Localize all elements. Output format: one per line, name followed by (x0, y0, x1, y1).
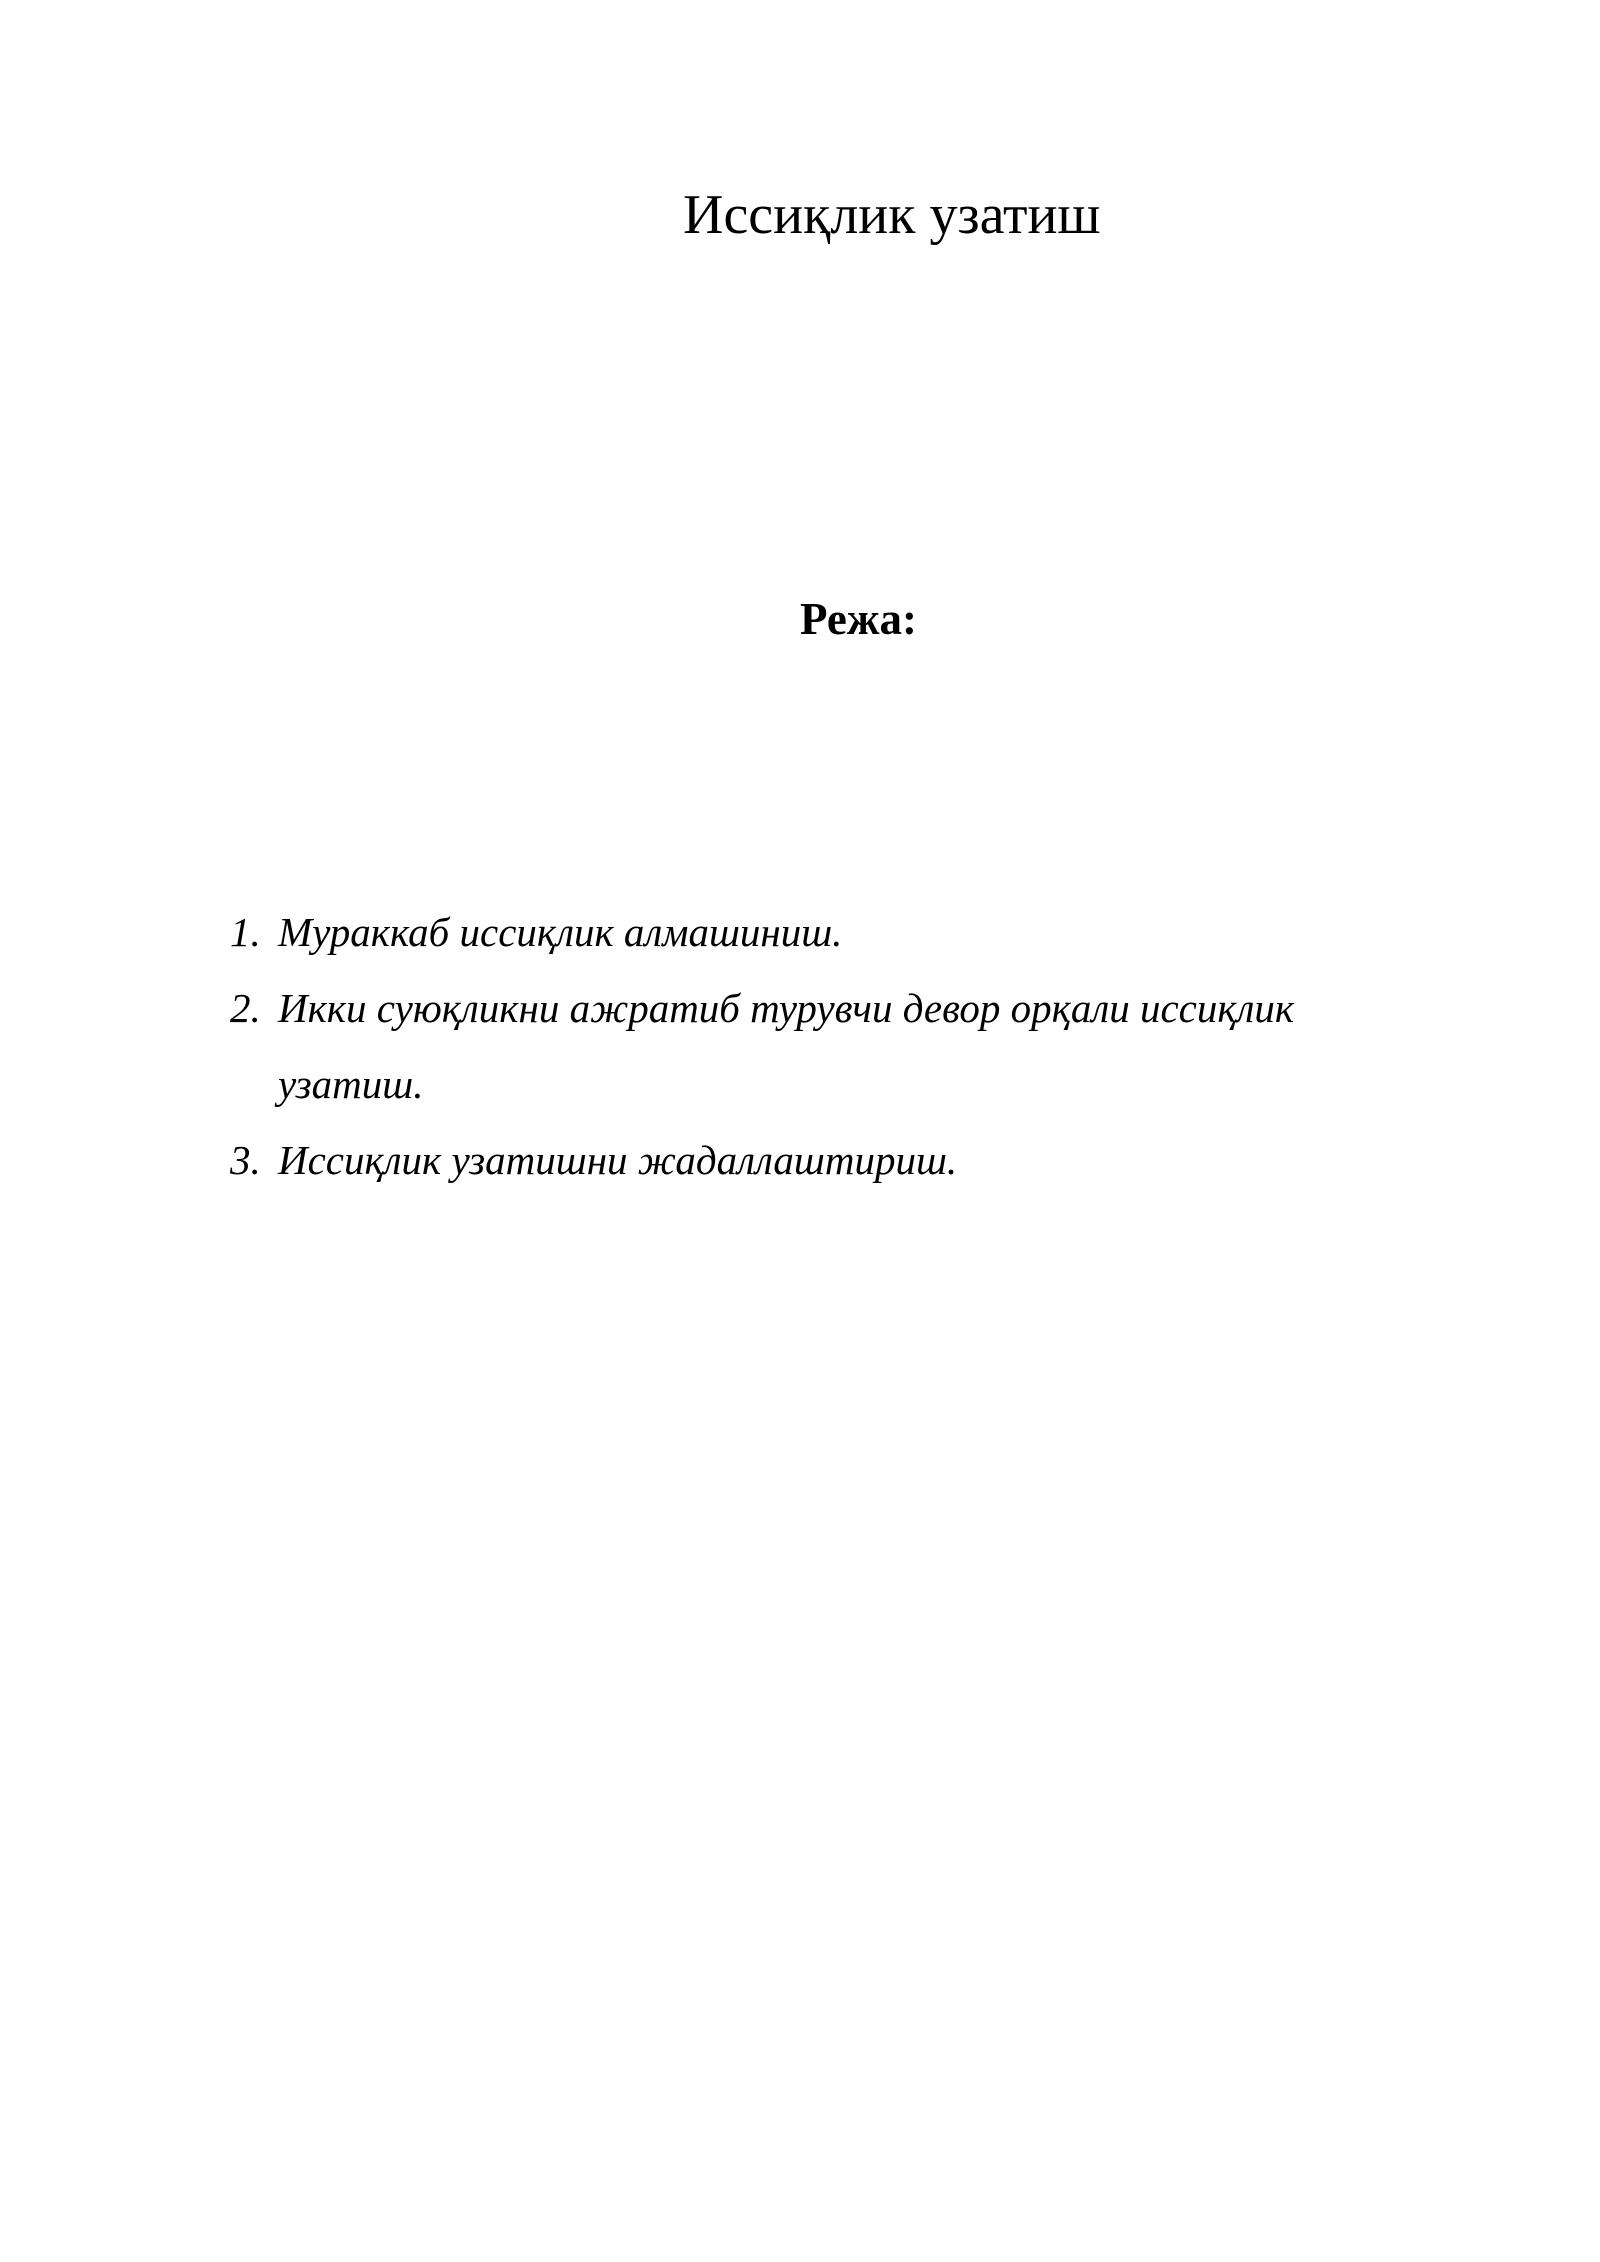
document-title: Иссиқлик узатиш (683, 184, 1101, 246)
plan-item-2 (230, 970, 1400, 1122)
plan-item-number: 3. (230, 1137, 261, 1183)
plan-item-1 (230, 894, 1400, 970)
plan-heading: Режа: (800, 594, 917, 644)
plan-item-number: 2. (230, 985, 261, 1031)
plan-item-text: Мураккаб иссиқлик алмашиниш. (278, 909, 843, 955)
plan-item-text: Икки суюқликни ажратиб турувчи девор орқали иссиқлик узатиш. (278, 985, 1295, 1107)
plan-list (230, 894, 1400, 1198)
plan-item-number: 1. (230, 909, 261, 955)
plan-item-text: Иссиқлик узатишни жадаллаштириш. (278, 1137, 958, 1183)
plan-item-3 (230, 1122, 1400, 1198)
